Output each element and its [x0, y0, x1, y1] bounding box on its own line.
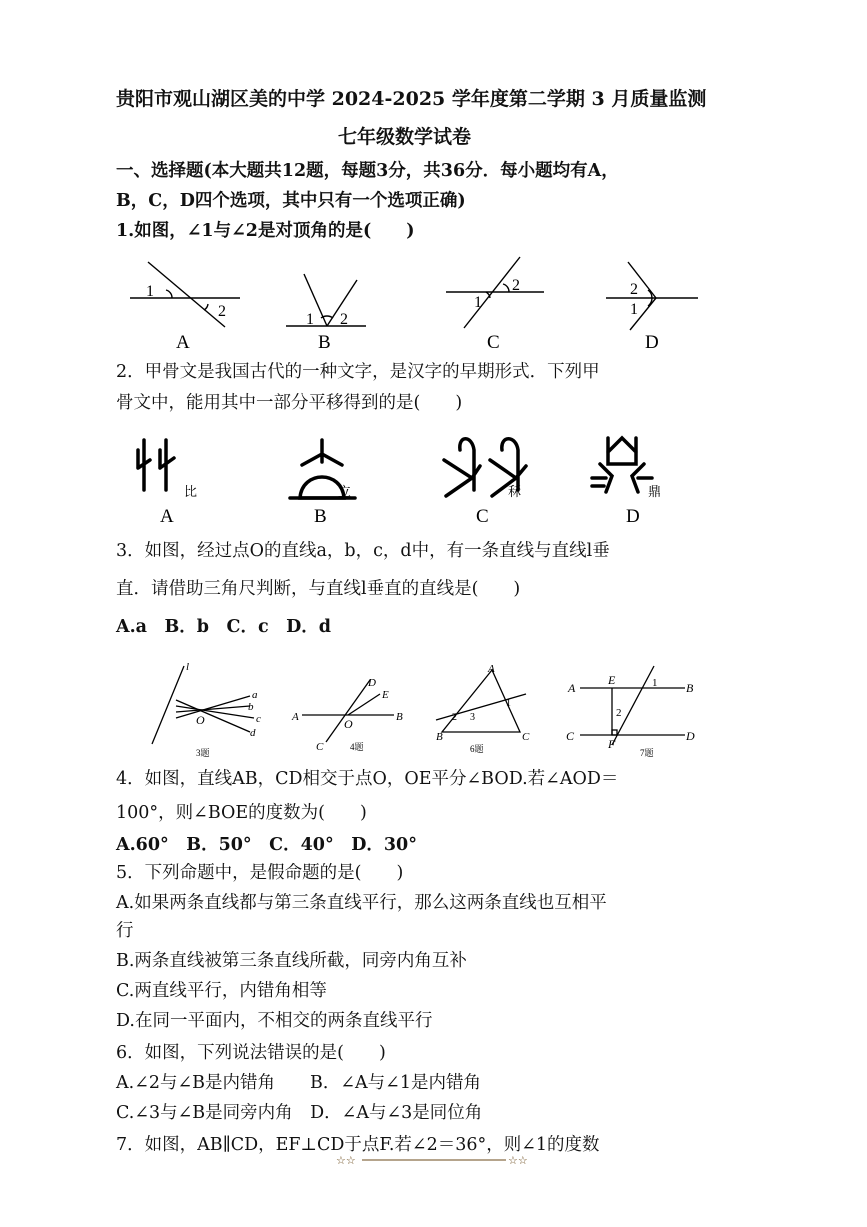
question-4-options: A.60° B．50° C．40° D．30°: [116, 835, 417, 855]
question-5-option-a-line-1: A.如果两条直线都与第三条直线平行，那么这两条直线也互相平: [116, 893, 607, 913]
fig6-angle-2: 2: [452, 712, 457, 723]
q2-option-b: B: [314, 506, 327, 527]
fig4-label-b: B: [396, 711, 403, 723]
q2-figure: [130, 430, 710, 525]
q1-b-angle1: 1: [306, 311, 314, 328]
q1-option-c: C: [487, 332, 500, 353]
q1-a-angle1: 1: [146, 283, 154, 300]
q1-c-angle1: 1: [474, 294, 482, 311]
question-4-line-1: 4．如图，直线AB，CD相交于点O，OE平分∠BOD.若∠AOD＝: [116, 769, 619, 789]
fig3-label-b: b: [248, 701, 254, 713]
question-3-options: A.a B．b C．c D．d: [116, 617, 332, 637]
fig7-angle-1: 1: [652, 677, 658, 689]
fig6-label-b: B: [436, 731, 443, 743]
fig3-label-d: d: [250, 727, 256, 739]
fig7-label-e: E: [608, 673, 616, 687]
fig3-label-l: l: [186, 661, 190, 673]
figures-row: [140, 660, 740, 760]
fig4-label-c: C: [316, 741, 324, 753]
question-3-line-2: 直．请借助三角尺判断，与直线l垂直的直线是( ): [116, 579, 521, 599]
q2-char-c: 秝: [508, 484, 522, 499]
fig7-label-f: F: [608, 737, 616, 751]
question-6-options-cd: C.∠3与∠B是同旁内角 D．∠A与∠3是同位角: [116, 1103, 483, 1123]
q1-option-d: D: [645, 332, 659, 353]
fig7-caption: 7题: [640, 748, 654, 758]
q1-c-angle2: 2: [512, 277, 520, 294]
question-6-options-ab: A.∠2与∠B是内错角 B．∠A与∠1是内错角: [116, 1073, 481, 1093]
fig7-label-b: B: [686, 681, 694, 695]
section1-line-2: B，C，D四个选项，其中只有一个选项正确): [116, 191, 466, 211]
fig4-label-o: O: [344, 717, 353, 731]
question-7: 7．如图，AB∥CD，EF⊥CD于点F.若∠2＝36°，则∠1的度数: [116, 1135, 600, 1155]
question-2-line-2: 骨文中，能用其中一部分平移得到的是( ): [116, 393, 463, 413]
q1-a-angle2: 2: [218, 303, 226, 320]
footer-star-decoration: [336, 1148, 536, 1168]
q2-char-a: 比: [184, 484, 198, 499]
q2-option-a: A: [160, 506, 174, 527]
fig7-label-d: D: [686, 729, 695, 743]
fig6-angle-3: 3: [470, 712, 475, 723]
fig6-label-a: A: [488, 663, 495, 675]
fig7-angle-2: 2: [616, 707, 622, 719]
svg-text:☆☆: ☆☆: [508, 1155, 528, 1167]
q1-d-angle1: 1: [630, 301, 638, 318]
q2-option-c: C: [476, 506, 489, 527]
question-5-option-b: B.两条直线被第三条直线所截，同旁内角互补: [116, 951, 467, 971]
fig4-caption: 4题: [350, 742, 364, 752]
question-5: 5．下列命题中，是假命题的是( ): [116, 863, 404, 883]
fig3-label-a: a: [252, 689, 258, 701]
fig3-label-c: c: [256, 713, 261, 725]
fig4-label-d: D: [368, 677, 376, 689]
fig7-label-a: A: [568, 681, 576, 695]
fig3-label-o: O: [196, 713, 205, 727]
question-6: 6．如图，下列说法错误的是( ): [116, 1043, 386, 1063]
question-5-option-a-line-2: 行: [116, 921, 134, 941]
fig3-caption: 3题: [196, 748, 210, 758]
section1-line-1: 一、选择题(本大题共12题，每题3分，共36分．每小题均有A，: [116, 161, 619, 181]
fig4-label-a: A: [292, 711, 299, 723]
svg-text:☆☆: ☆☆: [336, 1155, 356, 1167]
fig6-label-c: C: [522, 731, 530, 743]
q2-option-d: D: [626, 506, 640, 527]
q1-b-angle2: 2: [340, 311, 348, 328]
fig7-label-c: C: [566, 729, 575, 743]
fig6-angle-1: 1: [506, 698, 511, 709]
q1-figure: [120, 252, 770, 352]
question-1: 1.如图，∠1与∠2是对顶角的是( ): [116, 221, 415, 241]
q1-option-b: B: [318, 332, 331, 353]
question-4-line-2: 100°，则∠BOE的度数为( ): [116, 803, 367, 823]
q2-char-b: 立: [338, 484, 352, 499]
title-line-1: 贵阳市观山湖区美的中学 2024-2025 学年度第二学期 3 月质量监测: [116, 88, 707, 110]
question-3-line-1: 3．如图，经过点O的直线a，b，c，d中，有一条直线与直线l垂: [116, 541, 610, 561]
question-5-option-c: C.两直线平行，内错角相等: [116, 981, 327, 1001]
question-5-option-d: D.在同一平面内，不相交的两条直线平行: [116, 1011, 433, 1031]
q1-option-a: A: [176, 332, 190, 353]
q1-d-angle2: 2: [630, 281, 638, 298]
fig6-caption: 6题: [470, 744, 484, 754]
fig4-label-e: E: [382, 689, 389, 701]
q2-char-d: 鼎: [648, 484, 662, 499]
question-2-line-1: 2．甲骨文是我国古代的一种文字，是汉字的早期形式．下列甲: [116, 362, 600, 382]
title-line-2: 七年级数学试卷: [338, 126, 472, 148]
